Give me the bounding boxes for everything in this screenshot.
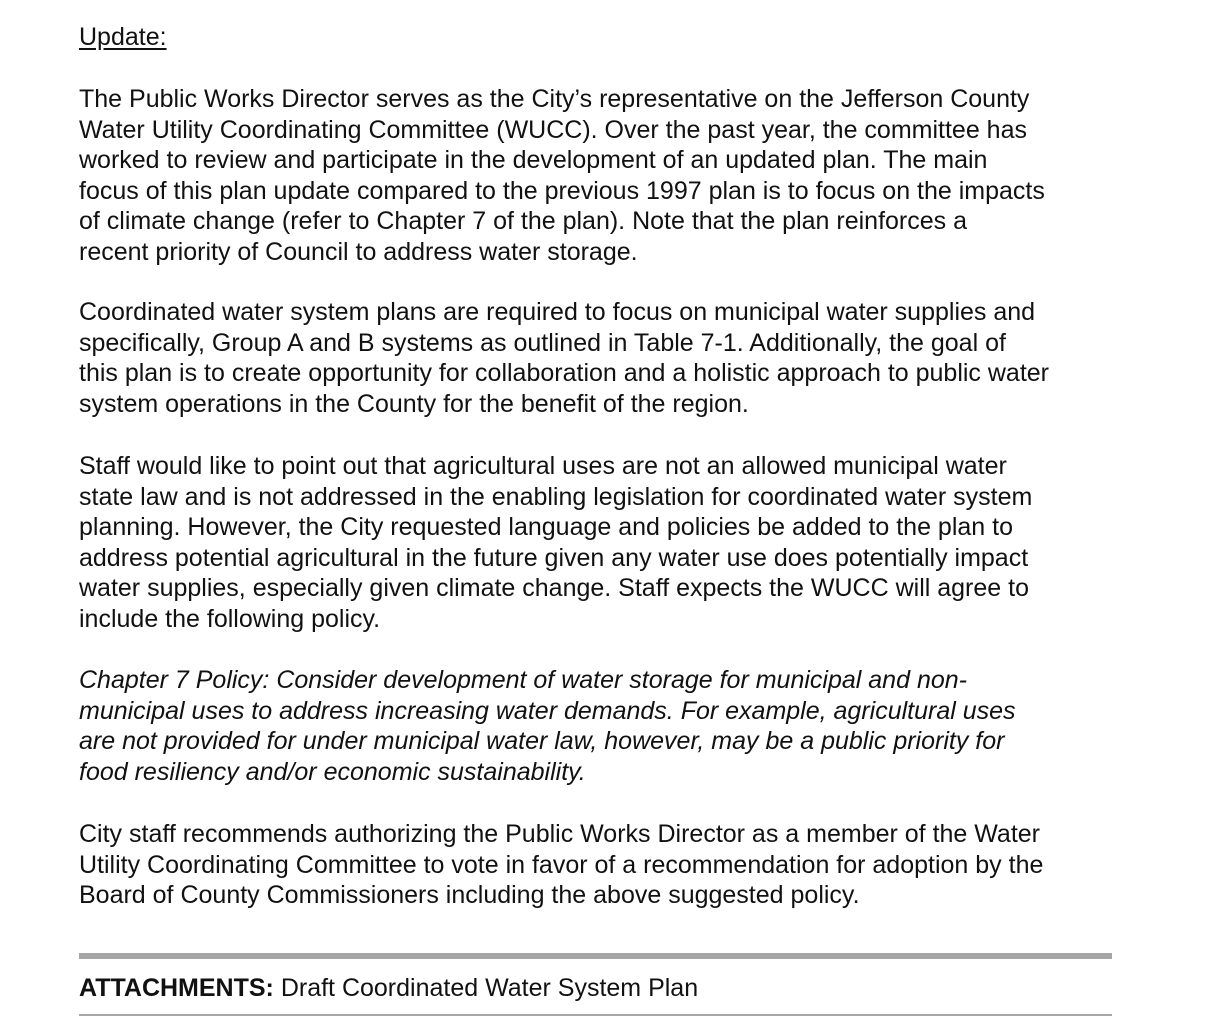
paragraph-line: this plan is to create opportunity for collaboration and a holistic approach to public water	[79, 359, 1050, 388]
update-heading: Update:	[79, 23, 167, 51]
paragraph-agricultural-uses	[79, 451, 1119, 635]
paragraph-line: Coordinated water system plans are required to focus on municipal water supplies and	[79, 298, 1036, 326]
paragraph-line: recent priority of Council to address water storage.	[79, 237, 638, 266]
document-page	[79, 20, 1119, 910]
paragraph-recommendation	[79, 819, 1119, 911]
paragraph-line: focus of this plan update compared to the previous 1997 plan is to focus on the impacts	[79, 176, 1045, 205]
section-divider	[79, 953, 1112, 959]
paragraph-line: The Public Works Director serves as the City’s representative on the Jefferson County	[79, 85, 1030, 113]
paragraph-line: Utility Coordinating Committee to vote in favor of a recommendation for adoption by the	[79, 850, 1044, 879]
paragraph-line: of climate change (refer to Chapter 7 of the plan). Note that the plan reinforces a	[79, 207, 968, 236]
paragraph-line: specifically, Group A and B systems as outlined in Table 7-1. Additionally, the goal of	[79, 328, 1006, 357]
paragraph-line: address potential agricultural in the future given any water use does potentially impact	[79, 543, 1029, 572]
policy-paragraph	[79, 665, 1119, 787]
attachments-value: Draft Coordinated Water System Plan	[273, 974, 699, 1002]
paragraph-line: system operations in the County for the benefit of the region.	[79, 389, 749, 418]
paragraph-line: City staff recommends authorizing the Public Works Director as a member of the Water	[79, 820, 1041, 848]
attachments-line	[79, 972, 698, 1004]
paragraph-line: worked to review and participate in the development of an updated plan. The main	[79, 146, 988, 175]
paragraph-line: state law and is not addressed in the enabling legislation for coordinated water system	[79, 482, 1033, 511]
paragraph-line: water supplies, especially given climate change. Staff expects the WUCC will agree to	[79, 574, 1029, 603]
paragraph-line: include the following policy.	[79, 604, 381, 633]
paragraph-line: are not provided for under municipal water law, however, may be a public priority for	[79, 727, 1005, 756]
paragraph-line: Water Utility Coordinating Committee (WUCC). Over the past year, the committee has	[79, 115, 1027, 144]
attachments-label: ATTACHMENTS:	[79, 974, 274, 1002]
bottom-divider	[79, 1014, 1112, 1016]
paragraph-line: municipal uses to address increasing water demands. For example, agricultural uses	[79, 696, 1016, 725]
paragraph-line: food resiliency and/or economic sustainability.	[79, 757, 586, 786]
paragraph-line: Board of County Commissioners including the above suggested policy.	[79, 881, 860, 910]
paragraph-line: planning. However, the City requested language and policies be added to the plan to	[79, 513, 1013, 542]
paragraph-representative	[79, 84, 1119, 268]
paragraph-line: Chapter 7 Policy: Consider development of water storage for municipal and non-	[79, 666, 967, 694]
paragraph-coordinated-plans	[79, 297, 1119, 419]
paragraph-line: Staff would like to point out that agricultural uses are not an allowed municipal water	[79, 452, 1007, 480]
